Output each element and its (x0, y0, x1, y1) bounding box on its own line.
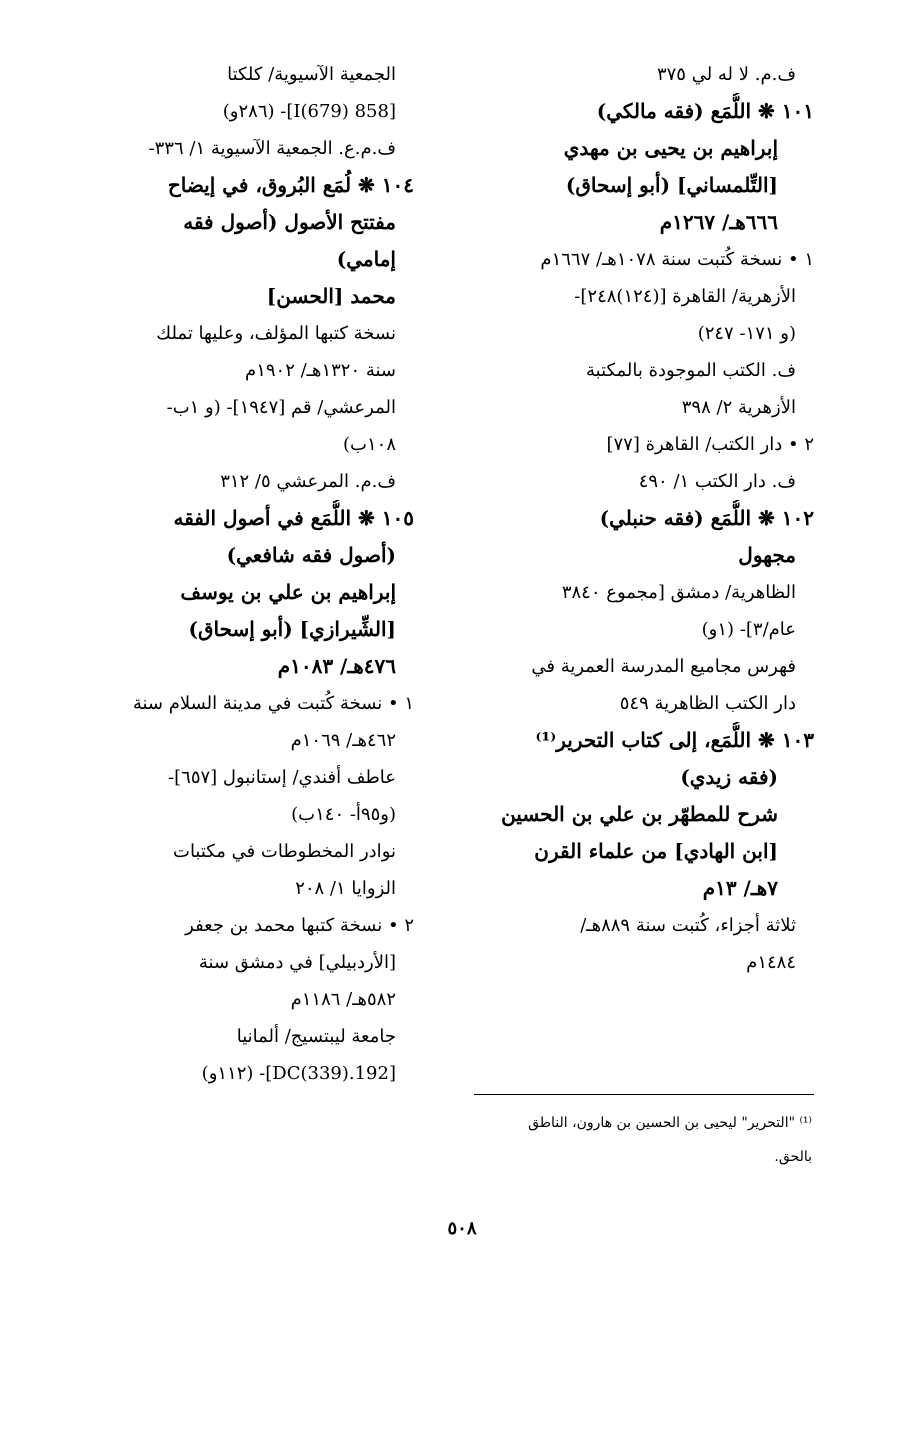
left-column-line: المرعشي/ قم [١٩٤٧]- (و ١ب- (166, 397, 396, 418)
left-column-line: ١٠٥ ❋ اللُّمَع في أصول الفقه (173, 506, 414, 530)
right-column-line: دار الكتب الظاهرية ٥٤٩ (619, 693, 796, 714)
right-column-line: الأزهرية ٢/ ٣٩٨ (681, 397, 796, 418)
left-column-line: ٤٧٦هـ/ ١٠٨٣م (277, 654, 396, 678)
right-column-line: [ابن الهادي] من علماء القرن (534, 839, 778, 863)
right-column-line: ثلاثة أجزاء، كُتبت سنة ٨٨٩هـ/ (580, 915, 796, 936)
right-column-line: مجهول (738, 543, 796, 567)
right-column-line: ف. دار الكتب ١/ ٤٩٠ (638, 471, 796, 492)
left-column-line: ١٠٨ب) (343, 434, 396, 455)
left-column-line: إمامي) (336, 247, 396, 271)
left-column-line: ١ • نسخة كُتبت في مدينة السلام سنة (132, 693, 414, 714)
right-column-line: فهرس مجاميع المدرسة العمرية في (531, 656, 796, 677)
left-column (74, 56, 414, 1092)
left-column-line: (أصول فقه شافعي) (226, 543, 396, 567)
right-column-line: ف. الكتب الموجودة بالمكتبة (586, 360, 796, 381)
right-column-line: ف.م. لا له لي ٣٧٥ (656, 64, 796, 85)
left-column-line: محمد [الحسن] (266, 284, 396, 308)
left-column-line: ف.م.ع. الجمعية الآسيوية ١/ ٣٣٦- (148, 138, 396, 159)
left-column-line: ٤٦٢هـ/ ١٠٦٩م (290, 730, 396, 751)
left-column-line: إبراهيم بن علي بن يوسف (180, 580, 396, 604)
left-column-line: [858 I(679)]- (٢٨٦و) (222, 101, 396, 122)
right-column-line: الظاهرية/ دمشق [مجموع ٣٨٤٠ (561, 582, 796, 603)
left-column-line: ف.م. المرعشي ٥/ ٣١٢ (220, 471, 396, 492)
right-column-line: ٦٦٦هـ/ ١٢٦٧م (659, 210, 778, 234)
left-column-line: ١٠٤ ❋ لُمَع البُروق، في إيضاح (167, 173, 414, 197)
right-column-line: عام/٣]- (١و) (701, 619, 796, 640)
right-column-line: الأزهرية/ القاهرة [(١٢٤)٢٤٨]- (574, 286, 796, 307)
left-column-line: (و٩٥أ- ١٤٠ب) (291, 804, 396, 825)
right-column-line: ١ • نسخة كُتبت سنة ١٠٧٨هـ/ ١٦٦٧م (540, 249, 814, 270)
left-column-line: سنة ١٣٢٠هـ/ ١٩٠٢م (245, 360, 396, 381)
left-column-line: نوادر المخطوطات في مكتبات (173, 841, 396, 862)
left-column-line: ٢ • نسخة كتبها محمد بن جعفر (185, 915, 414, 936)
right-column (454, 56, 814, 981)
right-column-line: (فقه زيدي) (680, 765, 778, 789)
right-column-line: [التِّلمساني] (أبو إسحاق) (565, 173, 778, 197)
right-column-line: ١٠٣ ❋ اللُّمَع، إلى كتاب التحرير⁽¹⁾ (535, 728, 814, 752)
footnote-divider (474, 1094, 814, 1095)
left-column-line: [192.DC(339)]- (١١٢و) (201, 1063, 396, 1084)
right-column-line: شرح للمطهّر بن علي بن الحسين (501, 802, 778, 826)
footnote-line: بالحق. (774, 1149, 812, 1165)
footnote-line: ⁽¹⁾ "التحرير" ليحيى بن الحسين بن هارون، الناطق (528, 1115, 812, 1131)
page-number: ٥٠٨ (447, 1218, 477, 1239)
footnote (462, 1106, 812, 1174)
left-column-line: نسخة كتبها المؤلف، وعليها تملك (156, 323, 396, 344)
right-column-line: ٢ • دار الكتب/ القاهرة [٧٧] (606, 434, 814, 455)
right-column-line: (و ١٧١- ٢٤٧) (697, 323, 796, 344)
left-column-line: عاطف أفندي/ إستانبول [٦٥٧]- (168, 767, 396, 788)
right-column-line: ١٠٢ ❋ اللُّمَع (فقه حنبلي) (599, 506, 814, 530)
right-column-line: ١٠١ ❋ اللُّمَع (فقه مالكي) (596, 99, 814, 123)
left-column-line: [الأردبيلي] في دمشق سنة (198, 952, 396, 973)
left-column-line: مفتتح الأصول (أصول فقه (183, 210, 396, 234)
left-column-line: جامعة ليبتسيج/ ألمانيا (236, 1026, 396, 1047)
right-column-line: ٧هـ/ ١٣م (702, 876, 778, 900)
right-column-line: ١٤٨٤م (746, 952, 796, 973)
left-column-line: الزوايا ١/ ٢٠٨ (295, 878, 396, 899)
left-column-line: [الشِّيرازي] (أبو إسحاق) (188, 617, 396, 641)
right-column-line: إبراهيم بن يحيى بن مهدي (563, 136, 778, 160)
left-column-line: ٥٨٢هـ/ ١١٨٦م (290, 989, 396, 1010)
left-column-line: الجمعية الآسيوية/ كلكتا (227, 64, 396, 85)
